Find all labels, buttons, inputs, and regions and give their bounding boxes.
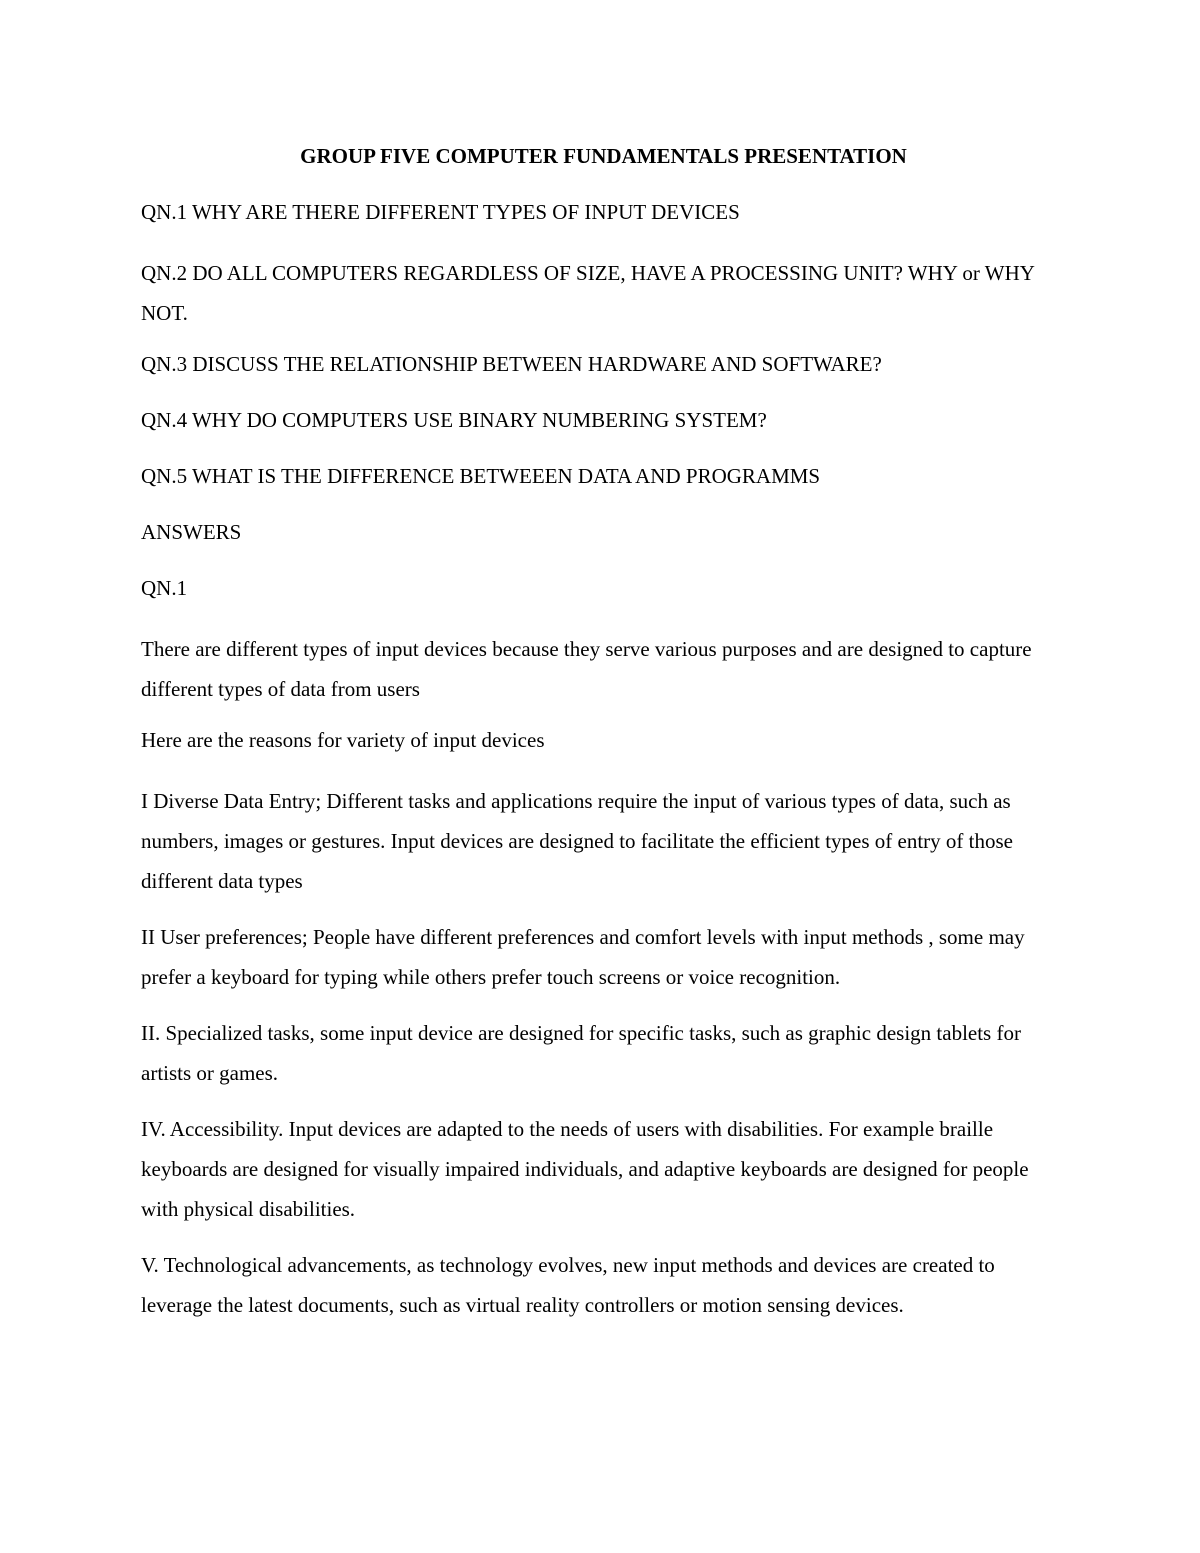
reason-2: II User preferences; People have different preferences and comfort levels with input methods , some may prefer a keyboard for typing while others prefer touch screens or voice recognition. [141, 925, 1025, 989]
answers-heading: ANSWERS [141, 520, 242, 544]
reason-1: I Diverse Data Entry; Different tasks and applications require the input of various types of data, such as numbers, images or gestures. Input devices are designed to facilitate the efficient types of entry of those different data types [141, 789, 1013, 893]
answer-intro: There are different types of input devices because they serve various purposes and are designed to capture different types of data from users [141, 637, 1032, 701]
question-1: QN.1 WHY ARE THERE DIFFERENT TYPES OF INPUT DEVICES [141, 200, 740, 224]
question-3: QN.3 DISCUSS THE RELATIONSHIP BETWEEN HARDWARE AND SOFTWARE? [141, 352, 882, 376]
document-title: GROUP FIVE COMPUTER FUNDAMENTALS PRESENTATION [300, 144, 907, 168]
reasons-intro: Here are the reasons for variety of input devices [141, 728, 545, 752]
answer-label: QN.1 [141, 576, 188, 600]
question-5: QN.5 WHAT IS THE DIFFERENCE BETWEEEN DATA AND PROGRAMMS [141, 464, 821, 488]
reason-4: IV. Accessibility. Input devices are adapted to the needs of users with disabilities. For example braille keyboards are designed for visually impaired individuals, and adaptive keyboards are designed for people with physical disabilities. [141, 1117, 1029, 1221]
question-2: QN.2 DO ALL COMPUTERS REGARDLESS OF SIZE, HAVE A PROCESSING UNIT? WHY or WHY NOT. [141, 261, 1035, 325]
document-body [141, 141, 1066, 1341]
question-4: QN.4 WHY DO COMPUTERS USE BINARY NUMBERING SYSTEM? [141, 408, 767, 432]
reason-5: V. Technological advancements, as technology evolves, new input methods and devices are created to leverage the latest documents, such as virtual reality controllers or motion sensing devices. [141, 1253, 995, 1317]
reason-3: II. Specialized tasks, some input device are designed for specific tasks, such as graphic design tablets for artists or games. [141, 1021, 1021, 1085]
